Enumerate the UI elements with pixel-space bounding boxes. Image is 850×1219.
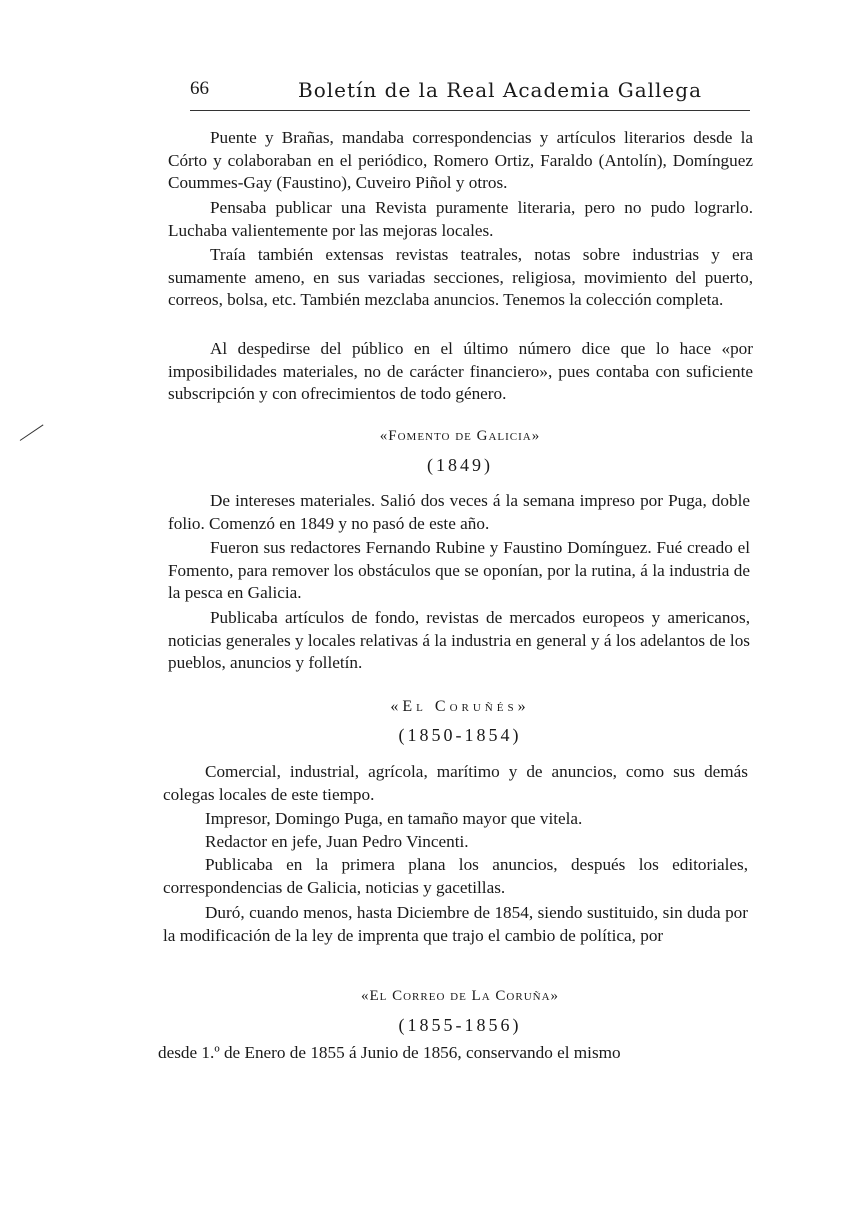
section-years: (1855-1856)	[398, 1015, 522, 1035]
running-title: Boletín de la Real Academia Gallega	[298, 78, 702, 102]
section-title: «Fomento de Galicia»	[379, 428, 541, 444]
section-title: «El Correo de La Coruña»	[360, 988, 560, 1004]
paragraph: Impresor, Domingo Puga, en tamaño mayor que vitela.	[205, 809, 583, 828]
section-years: (1850-1854)	[398, 725, 522, 745]
paragraph: Comercial, industrial, agrícola, marítimo y de anuncios, como sus demás colegas locales de este tiempo.	[163, 762, 748, 804]
paragraph: Pensaba publicar una Revista puramente literaria, pero no pudo lograrlo. Luchaba valientemente por las mejoras locales.	[168, 198, 753, 240]
section-years: (1849)	[427, 455, 493, 475]
page-header	[190, 76, 750, 111]
paragraph: Puente y Brañas, mandaba correspondencias y artículos literarios desde la Córto y colaboraban en el periódico, Romero Ortiz, Faraldo (Antolín), Domínguez Coummes-Gay (Faustino), Cuveiro Piñol y otros.	[168, 128, 753, 192]
section-title: «El Coruñés»	[390, 698, 530, 715]
paragraph: Fueron sus redactores Fernando Rubine y Faustino Domínguez. Fué creado el Fomento, para remover los obstáculos que se oponían, por la rutina, á la industria de la pesca en Galicia.	[168, 538, 750, 602]
paragraph: Al despedirse del público en el último número dice que lo hace «por imposibilidades materiales, no de carácter financiero», pues contaba con suficiente subscripción y con ofrecimientos de todo género.	[168, 339, 753, 403]
paragraph: Publicaba en la primera plana los anuncios, después los editoriales, correspondencias de Galicia, noticias y gacetillas.	[163, 855, 748, 897]
scan-mark	[20, 424, 44, 440]
paragraph: Redactor en jefe, Juan Pedro Vincenti.	[205, 832, 469, 851]
paragraph: desde 1.º de Enero de 1855 á Junio de 1856, conservando el mismo	[158, 1043, 621, 1062]
paragraph: Duró, cuando menos, hasta Diciembre de 1854, siendo sustituido, sin duda por la modificación de la ley de imprenta que trajo el cambio de política, por	[163, 903, 748, 945]
paragraph: Publicaba artículos de fondo, revistas de mercados europeos y americanos, noticias generales y locales relativas á la industria en general y á los adelantos de los pueblos, anuncios y folletín.	[168, 608, 750, 672]
page-number: 66	[190, 78, 209, 99]
paragraph: Traía también extensas revistas teatrales, notas sobre industrias y era sumamente ameno, en sus variadas secciones, religiosa, movimiento del puerto, correos, bolsa, etc. También mezclaba anuncios. Tenemos la colección completa.	[168, 245, 753, 309]
paragraph: De intereses materiales. Salió dos veces á la semana impreso por Puga, doble folio. Comenzó en 1849 y no pasó de este año.	[168, 491, 750, 533]
